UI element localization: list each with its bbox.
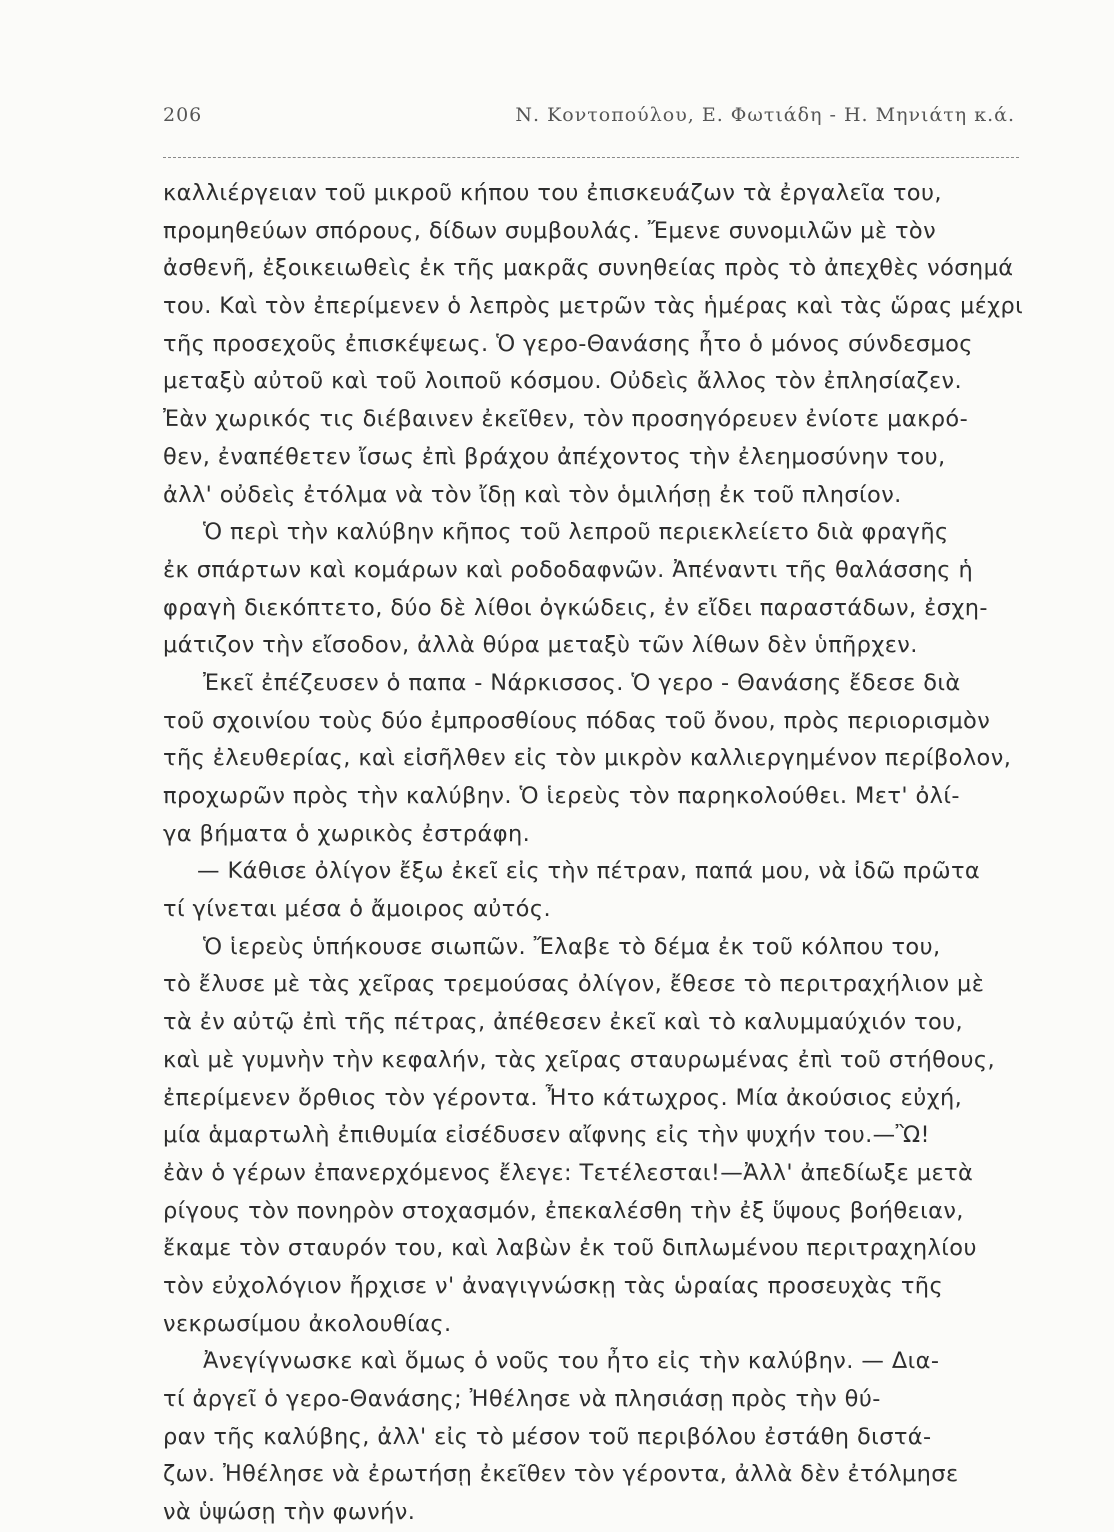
body-text — [163, 175, 1023, 1532]
text-line: ἐὰν ὁ γέρων ἐπανερχόμενος ἔλεγε: Τετέλεσται!—Ἀλλ' ἀπεδίωξε μετὰ — [163, 1159, 974, 1186]
text-line: ρίγους τὸν πονηρὸν στοχασμόν, ἐπεκαλέσθη τὴν ἐξ ὕψους βοήθειαν, — [163, 1197, 964, 1224]
text-line: θεν, ἐναπέθετεν ἴσως ἐπὶ βράχου ἀπέχοντος τὴν ἐλεημοσύνην του, — [163, 443, 946, 470]
text-line: Ἐκεῖ ἐπέζευσεν ὁ παπα - Νάρκισσος. Ὁ γερο - Θανάσης ἔδεσε διὰ — [203, 669, 961, 696]
text-line: φραγὴ διεκόπτετο, δύο δὲ λίθοι ὀγκώδεις, ἐν εἴδει παραστάδων, ἐσχη- — [163, 594, 988, 621]
text-line: τὸ ἔλυσε μὲ τὰς χεῖρας τρεμούσας ὀλίγον, ἔθεσε τὸ περιτραχήλιον μὲ — [163, 971, 985, 998]
text-line: Ὁ περὶ τὴν καλύβην κῆπος τοῦ λεπροῦ περιεκλείετο διὰ φραγῆς — [203, 519, 949, 546]
text-line: γα βήματα ὁ χωρικὸς ἐστράφη. — [163, 820, 531, 847]
text-line: νὰ ὑψώσῃ τὴν φωνήν. — [163, 1499, 416, 1526]
text-line: τί γίνεται μέσα ὁ ἄμοιρος αὐτός. — [163, 896, 552, 923]
text-line: Ἀνεγίγνωσκε καὶ ὅμως ὁ νοῦς του ἦτο εἰς τὴν καλύβην. — Δια- — [203, 1348, 940, 1375]
text-line: προχωρῶν πρὸς τὴν καλύβην. Ὁ ἱερεὺς τὸν παρηκολούθει. Μετ' ὀλί- — [163, 783, 960, 809]
text-line: καὶ μὲ γυμνὴν τὴν κεφαλήν, τὰς χεῖρας σταυρωμένας ἐπὶ τοῦ στήθους, — [163, 1046, 996, 1073]
text-line: — Κάθισε ὀλίγον ἔξω ἐκεῖ εἰς τὴν πέτραν, παπά μου, νὰ ἰδῶ πρῶτα — [197, 858, 981, 885]
text-line: Ἐὰν χωρικός τις διέβαινεν ἐκεῖθεν, τὸν προσηγόρευεν ἐνίοτε μακρό- — [163, 406, 969, 433]
text-line: ζων. Ἠθέλησε νὰ ἐρωτήσῃ ἐκεῖθεν τὸν γέροντα, ἀλλὰ δὲν ἐτόλμησε — [163, 1461, 959, 1488]
text-line: ἀσθενῆ, ἐξοικειωθεὶς ἐκ τῆς μακρᾶς συνηθείας πρὸς τὸ ἀπεχθὲς νόσημά — [163, 255, 1014, 282]
text-line: Ὁ ἱερεὺς ὑπήκουσε σιωπῶν. Ἔλαβε τὸ δέμα ἐκ τοῦ κόλπου του, — [203, 933, 941, 960]
text-line: τὸν εὐχολόγιον ἤρχισε ν' ἀναγιγνώσκῃ τὰς ὡραίας προσευχὰς τῆς — [163, 1272, 944, 1299]
header-rule — [163, 157, 1019, 158]
text-line: ἔκαμε τὸν σταυρόν του, καὶ λαβὼν ἐκ τοῦ διπλωμένου περιτραχηλίου — [163, 1235, 977, 1262]
text-line: τὰ ἐν αὐτῷ ἐπὶ τῆς πέτρας, ἀπέθεσεν ἐκεῖ καὶ τὸ καλυμμαύχιόν του, — [163, 1009, 964, 1036]
text-line: νεκρωσίμου ἀκολουθίας. — [163, 1310, 452, 1337]
text-line: προμηθεύων σπόρους, δίδων συμβουλάς. Ἔμενε συνομιλῶν μὲ τὸν — [163, 217, 937, 244]
text-line: ἐκ σπάρτων καὶ κομάρων καὶ ροδοδαφνῶν. Ἀπέναντι τῆς θαλάσσης ἡ — [163, 556, 974, 583]
text-line: τί ἀργεῖ ὁ γερο-Θανάσης; Ἠθέλησε νὰ πλησιάσῃ πρὸς τὴν θύ- — [163, 1386, 881, 1412]
text-line: του. Καὶ τὸν ἐπερίμενεν ὁ λεπρὸς μετρῶν τὰς ἡμέρας καὶ τὰς ὥρας μέχρι — [163, 293, 1024, 320]
text-line: μία ἁμαρτωλὴ ἐπιθυμία εἰσέδυσεν αἴφνης εἰς τὴν ψυχήν του.—Ὢ! — [163, 1122, 930, 1149]
text-line: καλλιέργειαν τοῦ μικροῦ κήπου του ἐπισκευάζων τὰ ἐργαλεῖα του, — [163, 180, 942, 206]
text-line: τῆς ἐλευθερίας, καὶ εἰσῆλθεν εἰς τὸν μικρὸν καλλιεργημένον περίβολον, — [163, 745, 1012, 772]
text-line: ἀλλ' οὐδεὶς ἐτόλμα νὰ τὸν ἴδῃ καὶ τὸν ὁμιλήσῃ ἐκ τοῦ πλησίον. — [163, 481, 902, 508]
text-line: μεταξὺ αὐτοῦ καὶ τοῦ λοιποῦ κόσμου. Οὐδεὶς ἄλλος τὸν ἐπλησίαζεν. — [163, 368, 963, 395]
running-head — [163, 104, 1019, 134]
text-line: μάτιζον τὴν εἴσοδον, ἀλλὰ θύρα μεταξὺ τῶν λίθων δὲν ὑπῆρχεν. — [163, 632, 918, 659]
text-line: τῆς προσεχοῦς ἐπισκέψεως. Ὁ γερο-Θανάσης ἦτο ὁ μόνος σύνδεσμος — [163, 330, 973, 357]
text-line: ραν τῆς καλύβης, ἀλλ' εἰς τὸ μέσον τοῦ περιβόλου ἐστάθη διστά- — [163, 1423, 932, 1450]
text-line: ἐπερίμενεν ὄρθιος τὸν γέροντα. Ἦτο κάτωχρος. Μία ἀκούσιος εὐχή, — [163, 1084, 963, 1111]
running-title: Ν. Κοντοπούλου, Ε. Φωτιάδη - Η. Μηνιάτη κ.ά. — [515, 104, 1015, 126]
page-number: 206 — [163, 104, 203, 126]
text-line: τοῦ σχοινίου τοὺς δύο ἐμπροσθίους πόδας τοῦ ὄνου, πρὸς περιορισμὸν — [163, 707, 991, 734]
